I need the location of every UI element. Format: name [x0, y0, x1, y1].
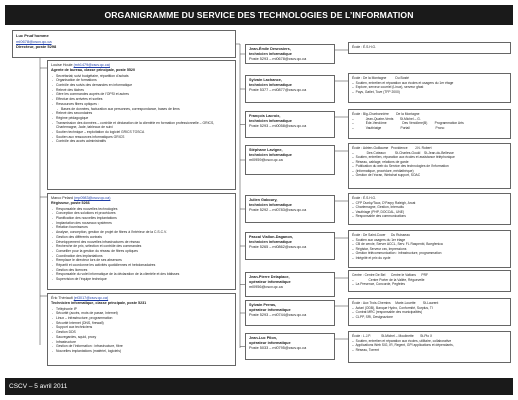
- assignment-line: – Charlemagne, Gestion, Intersoltu: [352, 205, 405, 209]
- assignment-line: – (informatique, procédure, médiathèque): [352, 168, 414, 173]
- assignment-line: – Contrat MRC (responsable des municipalités): [352, 310, 423, 314]
- task-item: - Transmission des données – contrôle et déclaration de la clientèle en formation professionnelle – GRICS, Charlemagne, Jade, tableaux de suivi: [51, 121, 232, 130]
- assignment-box: [348, 143, 511, 189]
- assignment-line: – Soutien, entretien, réparation aux écoles et assistance téléphonique: [352, 155, 455, 159]
- assignment-line: – Pays, Gatlet, Tove (TFP 2000): [352, 89, 400, 94]
- director-box: [12, 30, 236, 58]
- assignment-line: – Éde-Vendôme Des Vendôme(B) Programmation Arts: [352, 121, 464, 125]
- assignment-line: École : É.S.H.G.: [352, 45, 377, 49]
- assignment-line: – Régistar, Serveur csv, Impressions: [352, 246, 407, 251]
- director-email[interactable]: ml0678@cscv.qc.ca: [16, 38, 52, 44]
- task-item: - Coordination des implantations: [51, 254, 232, 259]
- task-list: [51, 74, 232, 145]
- assignment-box: [348, 73, 511, 103]
- technician-role: technicien informatique: [249, 83, 292, 88]
- task-item: - Téléphonie IP: [51, 307, 232, 312]
- task-item: - Sécurité (accès, mots de passe, Internet): [51, 311, 232, 316]
- technician-contact[interactable]: Poste 5033 – ml0795@cscv.qc.ca: [249, 346, 307, 351]
- task-item: - Gestion des différents contrats: [51, 235, 232, 240]
- task-item: - Responsable du volet informatique de la déclaration de la clientèle et des bâtisses: [51, 272, 232, 277]
- task-item: - Relevé des secondaires: [51, 111, 232, 116]
- task-item: - Contrôle des accès administratifs: [51, 139, 232, 144]
- technician-name: Sylvain Lachance,: [249, 78, 282, 82]
- task-item: - Sauvegardes, squid, proxy: [51, 335, 232, 340]
- task-item: - Relevé des tâches: [51, 88, 232, 93]
- technician-box: [245, 333, 335, 360]
- staff-name: Marco Pelard: [51, 196, 74, 200]
- staff-box: [47, 193, 236, 290]
- assignment-line: Centre : Centre De Bel Centre le Valtons PRF: [352, 273, 428, 277]
- technician-name: Julien Gaboury,: [249, 198, 278, 202]
- task-item: - Soutien aux ressources informatiques GRICS: [51, 135, 232, 140]
- assignment-line: – Réseau, Torrent: [352, 347, 380, 352]
- task-item: - Répartit et coordonne les activités quotidiennes et hebdomadaires: [51, 263, 232, 268]
- technician-box: [245, 75, 335, 103]
- technician-role: technicien informatique: [249, 52, 292, 57]
- assignment-line: École : De Saint-Cocer Du Ruisseau: [352, 233, 410, 237]
- staff-name: Louise Houle: [51, 63, 74, 67]
- staff-title: Agente de bureau, classe principale, poste 5520: [51, 67, 136, 72]
- assignment-line: – Intégrité et prix du cycle: [352, 255, 391, 260]
- technician-box: [245, 44, 335, 64]
- technician-role: opérateur informatique: [249, 341, 291, 346]
- task-item: - Effectue des arrivées et sorties: [51, 97, 232, 102]
- technician-name: Pascal Viallon-Daganon,: [249, 235, 294, 239]
- task-item: - Sécurité Internet (DNS, firewall): [51, 321, 232, 326]
- task-item: - Support aux techniciens: [51, 325, 232, 330]
- task-item: - Recherche de prix, sélection et contrôle des commandes: [51, 244, 232, 249]
- technician-name: Stéphane Lavigne,: [249, 148, 283, 152]
- technician-box: [245, 272, 335, 297]
- assignment-line: École : Aux Trois-Chemins Marie-Louette St-Laurent: [352, 301, 439, 305]
- technician-role: technicien informatique: [249, 119, 292, 124]
- footer: CSCV – 5 avril 2011: [5, 378, 513, 395]
- task-item: - Planification des nouvelles implantations: [51, 216, 232, 221]
- technician-name: Jean-Émile Desrosiers,: [249, 47, 291, 51]
- assignment-box: [348, 230, 511, 268]
- staff-email[interactable]: (mh1479@cscv.qc.ca): [73, 63, 111, 67]
- staff-email[interactable]: (mp0983@cscv.qc.ca): [73, 196, 111, 200]
- task-item: - Nouvelles implantations (matériel, logiciels): [51, 349, 232, 354]
- task-item: - Gestion de l’information : infrastructure, fibre: [51, 344, 232, 349]
- technician-box: [245, 300, 335, 326]
- task-item: - Secrétariat; suivi budgétaire, répartition d’achats: [51, 74, 232, 79]
- task-item: - Gère les commandes auprès de l’OPSI et autres: [51, 92, 232, 97]
- assignment-box: [348, 109, 511, 139]
- staff-box: [47, 293, 236, 366]
- assignment-line: – Gestion de l’écran, Webchat support, SOAC: [352, 173, 421, 177]
- task-item: - Implantation des nouveaux systèmes: [51, 221, 232, 226]
- technician-role: opérateur informatique: [249, 280, 291, 285]
- technician-box: [245, 111, 335, 138]
- assignment-line: – CLPP, SRI, Designazione: [352, 314, 393, 319]
- task-item: - Contrôle des suivis des demandes en informatique: [51, 83, 232, 88]
- staff-title: Technicien informatique, classe principale, poste 5231: [51, 300, 147, 305]
- assignment-box: [348, 331, 511, 363]
- assignment-box: [348, 42, 511, 54]
- task-item: - Conseiller pour la gestion du réseau de fibres optiques: [51, 249, 232, 254]
- task-item: - Organisation de formations: [51, 78, 232, 83]
- assignment-box: [348, 193, 511, 225]
- technician-box: [245, 195, 335, 223]
- technician-contact[interactable]: Poste 5265 – ml0862@cscv.qc.ca: [249, 245, 307, 250]
- technician-name: Jean-Luc Pilon,: [249, 336, 278, 340]
- assignment-line: – Applications Web SIG, IR, Regent, GPI applications et dépendants,: [352, 343, 454, 347]
- assignment-line: École : É.S.H.G.: [352, 196, 377, 200]
- task-item: - Supervision de l’équipe technique: [51, 277, 232, 282]
- task-item: - Ressources fibres optiques :: [51, 102, 232, 107]
- technician-contact[interactable]: ml0959@cscv.qc.ca: [249, 158, 283, 163]
- task-item: - Bases de données, facturation aux personnes, correspondance, bases de liens: [51, 107, 232, 112]
- assignment-line: – Centre Porter de la Vallée, Réguevelle: [352, 277, 425, 282]
- task-item: - Soutien technique – exploitation du logiciel GRICS TOSCA: [51, 130, 232, 135]
- technician-role: opérateur informatique: [249, 308, 291, 313]
- assignment-line: – Vauthiage (PHP, DOCCAL, UNE): [352, 209, 405, 214]
- director-name: Luc Prud’homme: [16, 33, 49, 38]
- task-item: - Responsable des nouvelles technologies: [51, 207, 232, 212]
- assignment-line: – Gestion télécommunication : infrastructure, programmation: [352, 251, 442, 255]
- assignment-line: – Soutien aux usagers du 1er étage: [352, 237, 406, 242]
- task-item: - Linux – infrastructure, programmation: [51, 316, 232, 321]
- assignment-line: – Des Coteaux St-Charles-Gould St-Jean-du-Bellevue: [352, 150, 454, 155]
- technician-role: technicien informatique: [249, 153, 292, 158]
- assignment-line: – CB de cercle, Server ACCL, Serv. FL Raspenbi, Boegfenica: [352, 242, 443, 246]
- assignment-line: École : De la Montagne Du Bosté: [352, 76, 409, 80]
- task-list: [51, 207, 232, 282]
- technician-contact[interactable]: Poste 5292 – ml0783@cscv.qc.ca: [249, 208, 307, 213]
- assignment-line: École : L.J.P. St-Michel – Moulinette St-Pio X: [352, 334, 433, 338]
- technician-name: Sylvain Perras,: [249, 303, 277, 307]
- task-item: - Remplace le directeur lors de ses absences: [51, 258, 232, 263]
- page-title: ORGANIGRAMME DU SERVICE DES TECHNOLOGIES DE L’INFORMATION: [5, 5, 513, 25]
- assignment-line: – Soutien, entretien et réparation aux écoles et usagers du 1er étage: [352, 80, 454, 85]
- task-item: - Gestion des licences: [51, 268, 232, 273]
- technician-role: technicien informatique: [249, 203, 292, 208]
- assignment-line: – Vauthiatge Portail Prono: [352, 125, 445, 130]
- assignment-line: – La Presence, Concorde, Pegfeles: [352, 282, 405, 286]
- technician-contact[interactable]: Poste 5377 – ml0877@cscv.qc.ca: [249, 88, 307, 93]
- assignment-line: École : Adrien-Guillaume Providence J.N. Robert: [352, 146, 432, 150]
- assignment-line: – Actari (ODB), Banque Hydro, Conformité, Surplus, TI: [352, 305, 433, 310]
- assignment-line: – Publication du web du Service des technologies de l’information: [352, 164, 449, 168]
- assignment-box: [348, 270, 511, 292]
- assignment-line: – CFP Dunky/Taux, D’Parpy Raleigh, Arcat: [352, 200, 416, 205]
- assignment-line: – Explore, serveur courriel (Linux), serveur gfast: [352, 85, 424, 89]
- task-item: - Régime pédagogique: [51, 116, 232, 121]
- technician-name: Jean-Pierre Delaplace,: [249, 275, 290, 279]
- task-list: [51, 307, 232, 354]
- task-item: - Développement des nouvelles infrastructures de réseau: [51, 240, 232, 245]
- technician-contact[interactable]: Poste 5293 – ml0058@cscv.qc.ca: [249, 124, 307, 129]
- staff-email[interactable]: (et3017@cscv.qc.ca): [73, 296, 109, 300]
- task-item: - Conception des solutions et procédures: [51, 211, 232, 216]
- assignment-line: – Réseau, cablage, relations de garde: [352, 159, 409, 164]
- technician-contact[interactable]: Poste 5293 – ml0678@cscv.qc.ca: [249, 57, 307, 62]
- task-item: - Infrastructure: [51, 340, 232, 345]
- task-item: - Gestion DDS: [51, 330, 232, 335]
- technician-contact[interactable]: ml0956@cscv.qc.ca: [249, 285, 283, 290]
- task-item: - Relation fournisseurs: [51, 225, 232, 230]
- assignment-line: – Responsable des communications: [352, 214, 406, 218]
- staff-name: Éric Thériault: [51, 296, 74, 300]
- assignment-line: École : Big-Charbonnière De la Montagne: [352, 112, 420, 116]
- technician-role: technicien informatique: [249, 240, 292, 245]
- technician-name: François Lacroix,: [249, 114, 281, 118]
- assignment-line: – Soutien, entretien et réparation aux écoles, utilitaire, collaborative: [352, 338, 452, 343]
- task-item: - Analyse, conception, gestion de projet de fibres à l’intérieur de la C.S.C.V.: [51, 230, 232, 235]
- assignment-box: [348, 298, 511, 326]
- staff-title: Régisseur, poste 5266: [51, 200, 90, 205]
- director-role: Directeur, poste 5298: [16, 44, 57, 49]
- staff-box: [47, 60, 236, 190]
- assignment-line: – Jean-Quatre-Vents St-Michel – G.: [352, 116, 421, 121]
- technician-box: [245, 145, 335, 175]
- technician-box: [245, 232, 335, 260]
- technician-contact[interactable]: Poste 5293 – ml0744@cscv.qc.ca: [249, 313, 307, 318]
